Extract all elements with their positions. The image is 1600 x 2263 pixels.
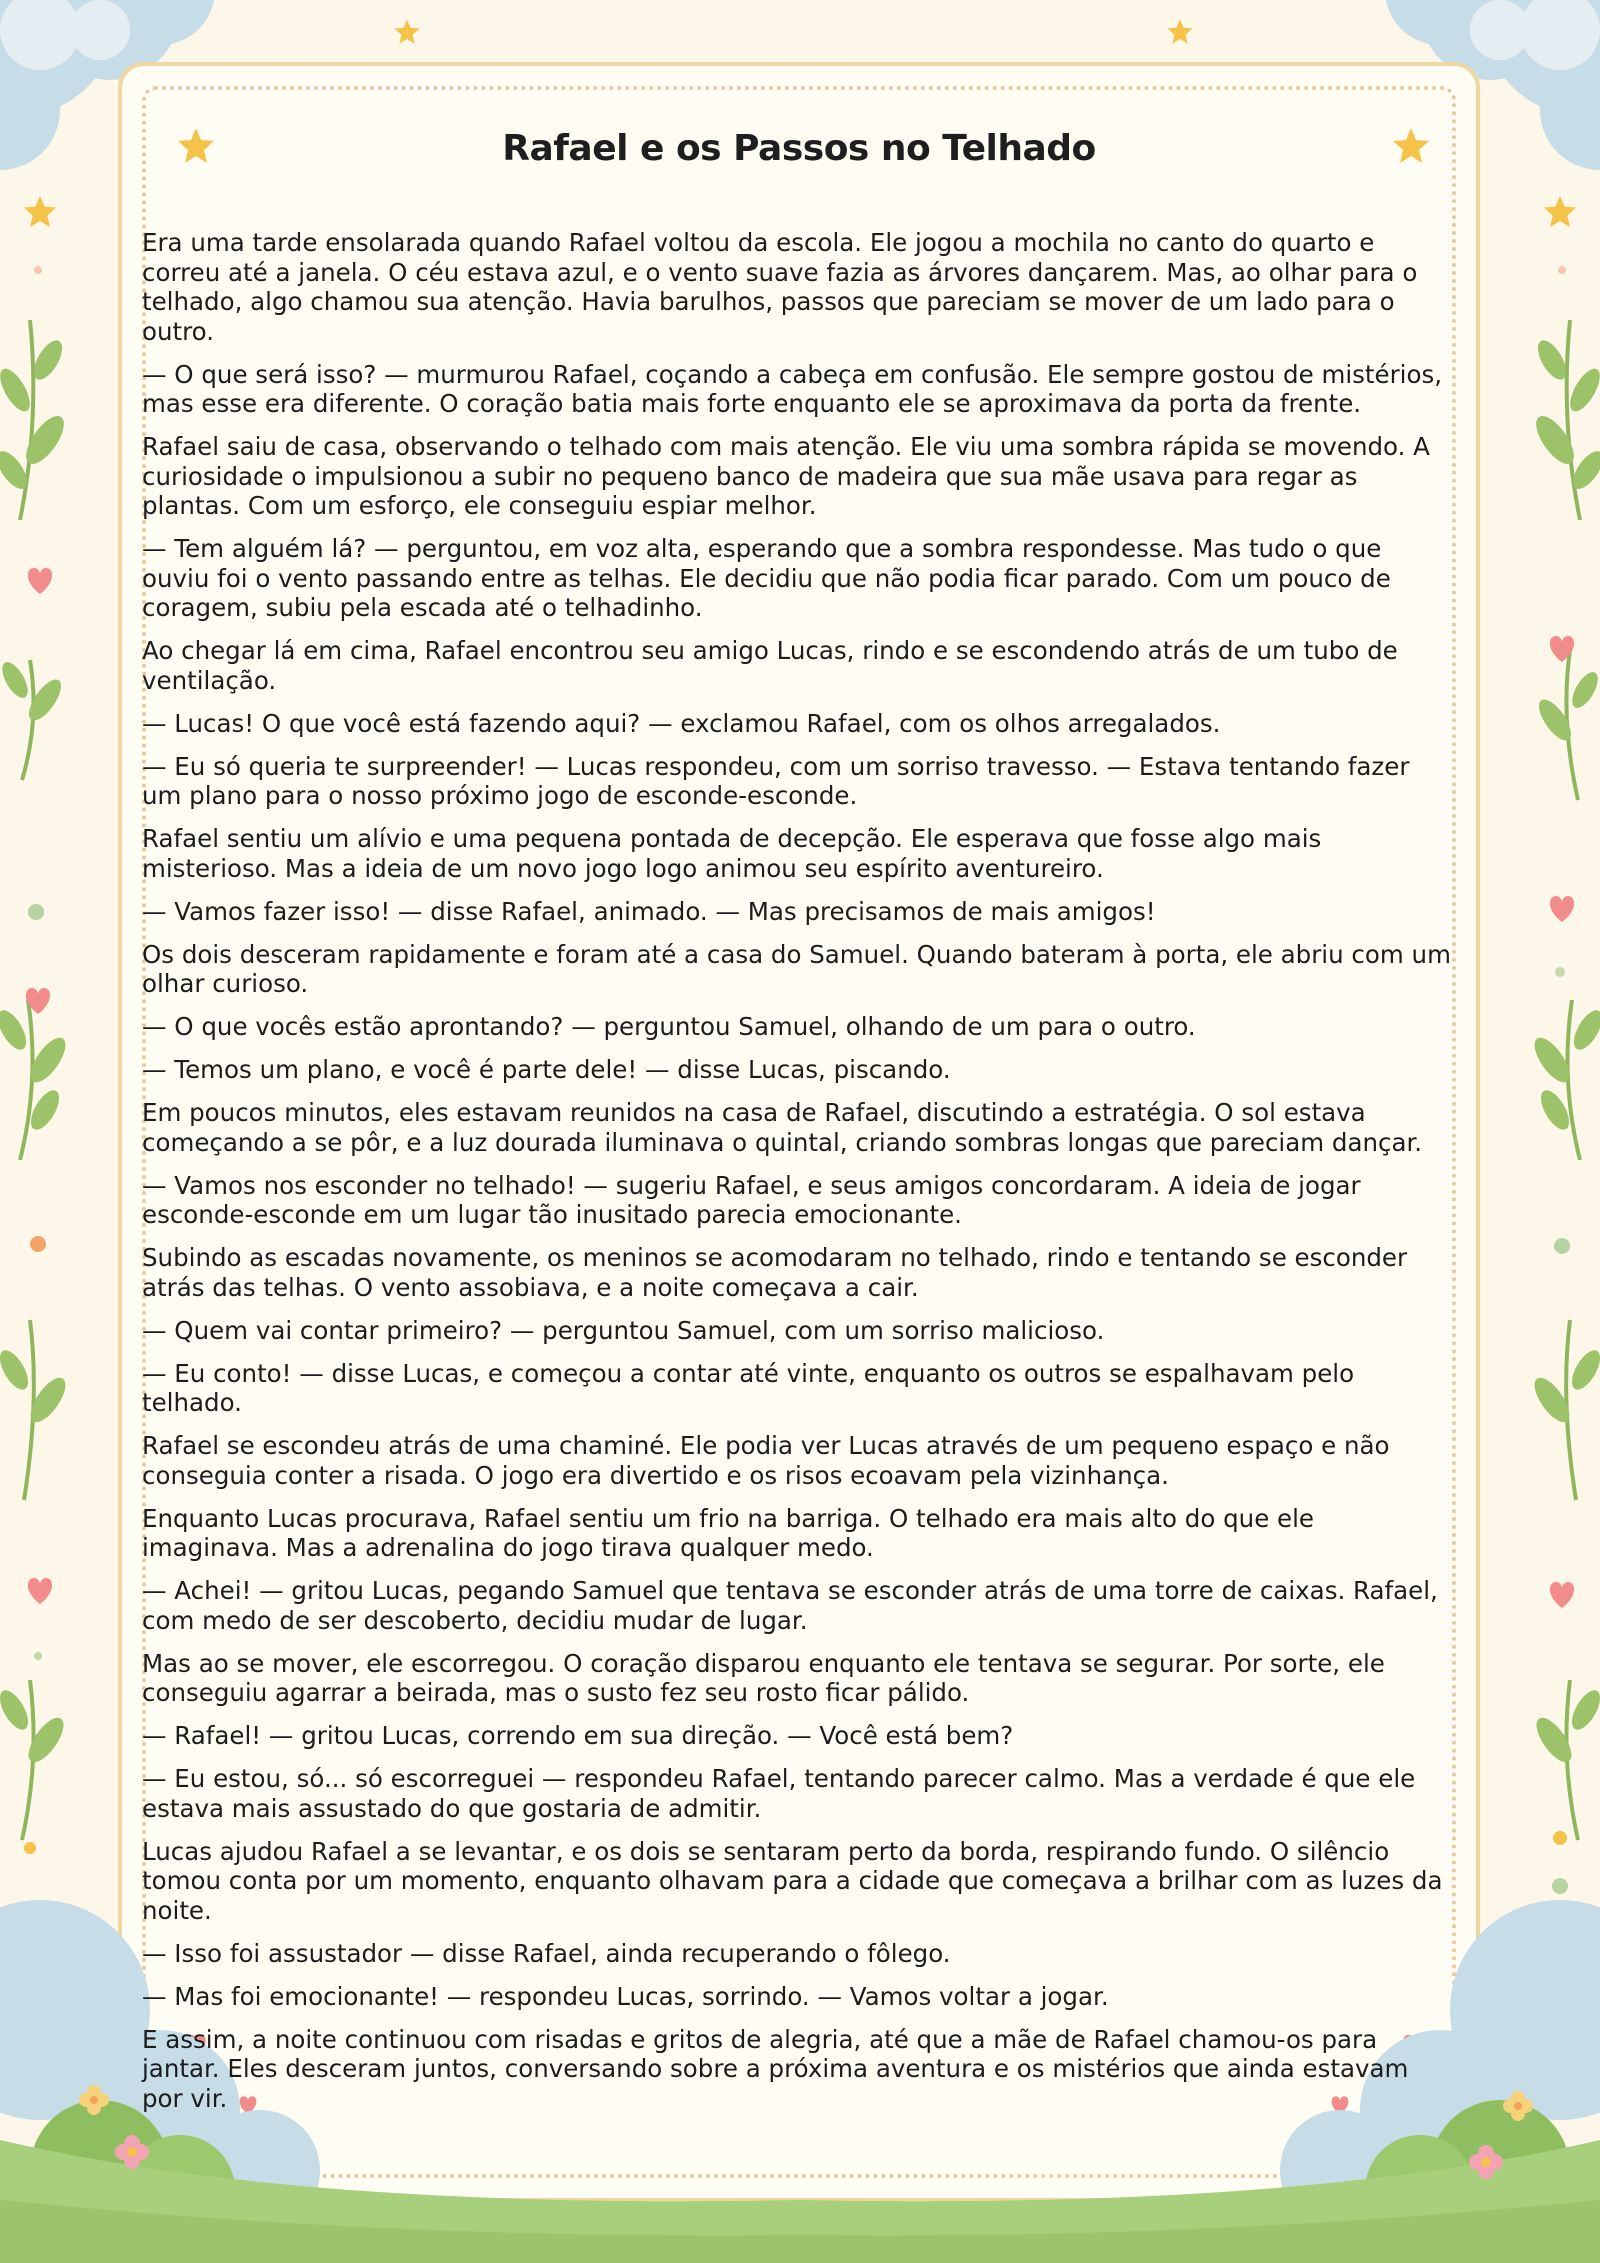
heart-icon — [28, 1578, 52, 1604]
story-paragraph: Rafael sentiu um alívio e uma pequena pontada de decepção. Ele esperava que fosse algo mais misterioso. Mas a ideia de um novo jogo logo animou seu espírito aventureiro. — [142, 824, 1322, 883]
heart-icon — [1550, 1582, 1574, 1608]
story-body — [142, 228, 1452, 2127]
star-icon — [1167, 19, 1192, 44]
story-paragraph: — Eu conto! — disse Lucas, e começou a contar até vinte, enquanto os outros se espalhavam pelo telhado. — [142, 1358, 1355, 1417]
star-icon — [1544, 196, 1576, 228]
leaf-sprigs-left — [20, 320, 34, 1840]
story-paragraph: Subindo as escadas novamente, os meninos se acomodaram no telhado, rindo e tentando se esconder atrás das telhas. O vento assobiava, e a noite começava a cair. — [142, 1243, 1408, 1302]
leaf-sprigs-right — [1566, 320, 1580, 1840]
story-paragraph: E assim, a noite continuou com risadas e gritos de alegria, até que a mãe de Rafael chamou-os para jantar. Eles desceram juntos, conversando sobre a próxima aventura e os mistérios que ainda estavam por vir. — [142, 2024, 1409, 2113]
story-paragraph: Em poucos minutos, eles estavam reunidos na casa de Rafael, discutindo a estratégia. O sol estava começando a se pôr, e a luz dourada iluminava o quintal, criando sombras longas que pareciam dançar. — [142, 1098, 1423, 1157]
story-paragraph: — Achei! — gritou Lucas, pegando Samuel que tentava se esconder atrás de uma torre de caixas. Rafael, com medo de ser descoberto, decidiu mudar de lugar. — [142, 1576, 1438, 1635]
story-paragraph: — Vamos nos esconder no telhado! — sugeriu Rafael, e seus amigos concordaram. A ideia de jogar esconde-esconde em um lugar tão inusitado parecia emocionante. — [142, 1170, 1361, 1229]
story-paragraph: — Lucas! O que você está fazendo aqui? — exclamou Rafael, com os olhos arregalados. — [142, 708, 1221, 738]
story-paragraph: — O que vocês estão aprontando? — perguntou Samuel, olhando de um para o outro. — [142, 1012, 1196, 1041]
story-paragraph: Os dois desceram rapidamente e foram até a casa do Samuel. Quando bateram à porta, ele abriu com um olhar curioso. — [142, 939, 1451, 998]
story-paragraph: Ao chegar lá em cima, Rafael encontrou seu amigo Lucas, rindo e se escondendo atrás de um tubo de ventilação. — [142, 636, 1398, 695]
story-paragraph: — Quem vai contar primeiro? — perguntou Samuel, com um sorriso malicioso. — [142, 1315, 1105, 1345]
star-icon — [394, 19, 419, 44]
story-paragraph: — Mas foi emocionante! — respondeu Lucas, sorrindo. — Vamos voltar a jogar. — [142, 1981, 1109, 2011]
story-paragraph: — Rafael! — gritou Lucas, correndo em sua direção. — Você está bem? — [142, 1721, 1014, 1750]
story-paragraph: Rafael saiu de casa, observando o telhado com mais atenção. Ele viu uma sombra rápida se movendo. A curiosidade o impulsionou a subir no pequeno banco de madeira que sua mãe usava para regar as plantas. Com um esforço, ele conseguiu espiar melhor. — [142, 432, 1430, 520]
story-paragraph: Lucas ajudou Rafael a se levantar, e os dois se sentaram perto da borda, respirando fundo. O silêncio tomou conta por um momento, enquanto olhavam para a cidade que começava a brilhar com as luzes da noite. — [142, 1836, 1443, 1925]
leaf-icons-right — [1528, 336, 1600, 1768]
heart-icon — [1550, 896, 1574, 922]
story-paragraph: Era uma tarde ensolarada quando Rafael voltou da escola. Ele jogou a mochila no canto do quarto e correu até a janela. O céu estava azul, e o vento suave fazia as árvores dançarem. Mas, ao olhar para o telhado, algo chamou sua atenção. Havia barulhos, passos que pareciam se mover de um lado para o outro. — [142, 228, 1418, 346]
story-paragraph: — Temos um plano, e você é parte dele! — disse Lucas, piscando. — [142, 1055, 951, 1084]
leaf-icons-left — [0, 336, 72, 1768]
story-paragraph: — Isso foi assustador — disse Rafael, ainda recuperando o fôlego. — [142, 1938, 951, 1968]
story-paragraph: — O que será isso? — murmurou Rafael, coçando a cabeça em confusão. Ele sempre gostou de mistérios, mas esse era diferente. O coração batia mais forte enquanto ele se aproximava da porta da frente. — [142, 359, 1443, 418]
story-title: Rafael e os Passos no Telhado — [502, 128, 1096, 169]
story-paragraph: — Tem alguém lá? — perguntou, em voz alta, esperando que a sombra respondesse. Mas tudo o que ouviu foi o vento passando entre as telhas. Ele decidiu que não podia ficar parado. Com um pouco de coragem, subiu pela escada até o telhadinho. — [142, 534, 1391, 622]
story-paragraph: Enquanto Lucas procurava, Rafael sentiu um frio na barriga. O telhado era mais alto do que ele imaginava. Mas a adrenalina do jogo tirava qualquer medo. — [142, 1503, 1315, 1562]
story-paragraph: — Eu estou, só... só escorreguei — respondeu Rafael, tentando parecer calmo. Mas a verdade é que ele estava mais assustado do que gostaria de admitir. — [142, 1764, 1416, 1823]
story-paragraph: — Eu só queria te surpreender! — Lucas respondeu, com um sorriso travesso. — Estava tentando fazer um plano para o nosso próximo jogo de esconde-esconde. — [142, 751, 1410, 810]
heart-icon — [28, 568, 52, 594]
story-paragraph: Mas ao se mover, ele escorregou. O coração disparou enquanto ele tentava se segurar. Por sorte, ele conseguiu agarrar a beirada, mas o susto fez seu rosto ficar pálido. — [142, 1648, 1385, 1707]
star-icons — [24, 19, 1576, 227]
story-paragraph: Rafael se escondeu atrás de uma chaminé. Ele podia ver Lucas através de um pequeno espaço e não conseguia conter a risada. O jogo era divertido e os risos ecoavam pela vizinhança. — [142, 1431, 1390, 1490]
story-paragraph: — Vamos fazer isso! — disse Rafael, animado. — Mas precisamos de mais amigos! — [142, 896, 1156, 926]
star-icon — [24, 196, 56, 228]
